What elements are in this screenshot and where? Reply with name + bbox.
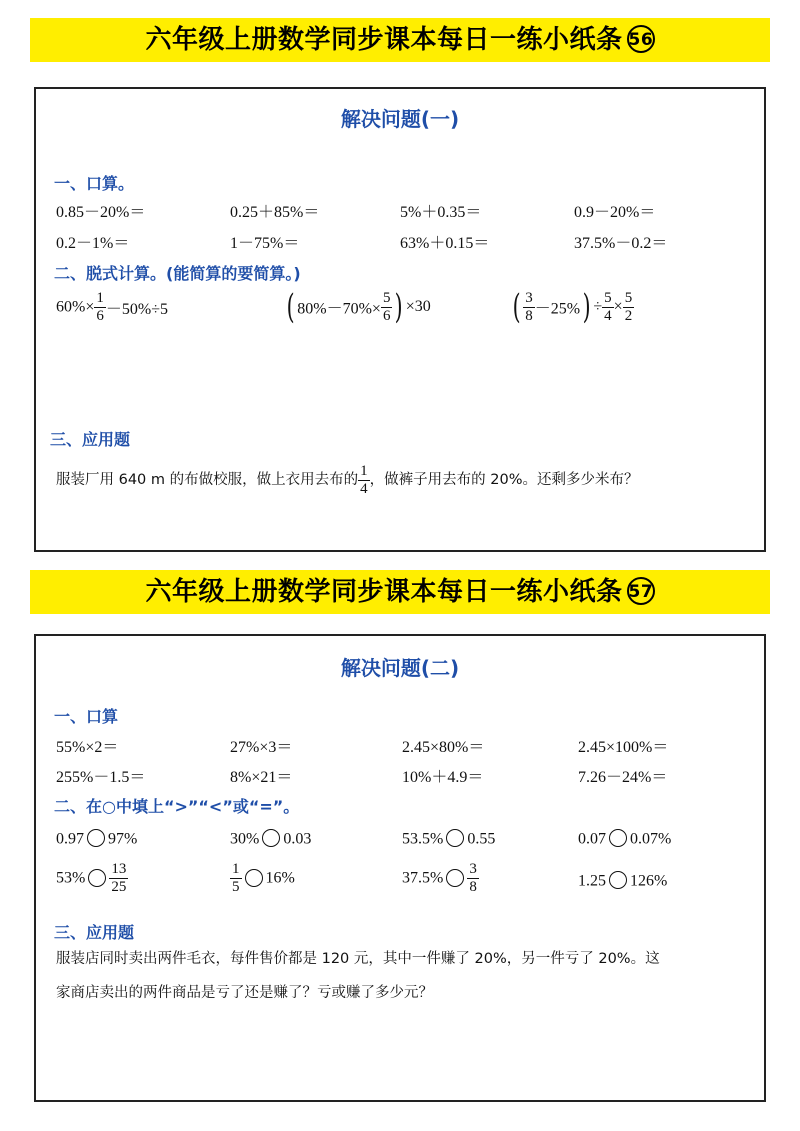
banner-title: 六年级上册数学同步课本每日一练小纸条	[145, 577, 623, 607]
banner-56	[30, 18, 770, 62]
banner-number: 56	[627, 25, 655, 53]
oral-item: 2.45×80%＝	[402, 739, 485, 756]
banner-title: 六年级上册数学同步课本每日一练小纸条	[145, 25, 623, 55]
worksheet-card-57	[34, 634, 766, 1102]
fraction: $\frac{3}{8}$	[469, 861, 477, 895]
oral-item: 1－75%＝	[230, 235, 300, 252]
compare-item: 0.97 97%	[56, 830, 138, 848]
compare-item: $\frac{1}{5}$ 16%	[232, 861, 295, 895]
answer-circle[interactable]	[262, 829, 280, 847]
calc-expression-1: 60%× $\frac{1}{6}$ －50%÷5	[56, 290, 168, 324]
section-word-problem-heading: 三、应用题	[50, 430, 131, 449]
card-title: 解决问题(一)	[340, 107, 460, 131]
oral-item: 0.25＋85%＝	[230, 204, 320, 221]
calc-expression-2: ( 80%－70%× $\frac{5}{6}$ ) ×30	[286, 287, 431, 327]
section-oral-heading: 一、口算	[54, 707, 119, 726]
fraction: $\frac{5}{4}$	[604, 289, 612, 324]
oral-item: 63%＋0.15＝	[400, 235, 490, 252]
oral-item: 8%×21＝	[230, 769, 293, 786]
oral-item: 27%×3＝	[230, 739, 293, 756]
section-compare-heading: 二、在○中填上“>”“<”或“=”。	[54, 797, 300, 816]
worksheet-card-56	[34, 87, 766, 552]
compare-item: 53% $\frac{13}{25}$	[56, 861, 127, 895]
compare-item: 30% 0.03	[230, 830, 312, 848]
oral-item: 2.45×100%＝	[578, 739, 669, 756]
oral-item: 0.85－20%＝	[56, 204, 146, 221]
compare-item: 53.5% 0.55	[402, 830, 496, 848]
fraction: $\frac{5}{2}$	[624, 289, 633, 324]
answer-circle[interactable]	[88, 869, 106, 887]
oral-item: 55%×2＝	[56, 739, 119, 756]
oral-item: 255%－1.5＝	[56, 769, 146, 786]
calc-expression-3: ( $\frac{3}{8}$ －25%) ÷ $\frac{5}{4}$ × $\frac{5}{2}$	[512, 287, 633, 327]
oral-item: 7.26－24%＝	[578, 769, 668, 786]
answer-circle[interactable]	[87, 829, 105, 847]
banner-number: 57	[627, 577, 655, 605]
oral-item: 10%＋4.9＝	[402, 769, 484, 786]
oral-item: 0.2－1%＝	[56, 235, 130, 252]
card-title: 解决问题(二)	[340, 656, 460, 680]
compare-item: 37.5% $\frac{3}{8}$	[402, 861, 477, 895]
oral-item: 0.9－20%＝	[574, 204, 656, 221]
fraction: $\frac{1}{5}$	[232, 861, 240, 895]
oral-item: 37.5%－0.2＝	[574, 235, 668, 252]
fraction: $\frac{1}{6}$	[96, 290, 104, 324]
answer-circle[interactable]	[609, 829, 627, 847]
compare-item: 1.25 126%	[578, 872, 668, 890]
section-oral-heading: 一、口算。	[54, 174, 135, 193]
word-problem-line: 家商店卖出的两件商品是亏了还是赚了？亏或赚了多少元？	[56, 985, 433, 1001]
section-calc-heading: 二、脱式计算。(能简算的要简算。)	[54, 264, 301, 283]
word-problem: 服装厂用 640 m 的布做校服，做上衣用去布的 $\frac{1}{4}$ ，做裤子用去布的 20%。还剩多少米布？	[56, 462, 639, 497]
oral-item: 5%＋0.35＝	[400, 204, 482, 221]
fraction: $\frac{13}{25}$	[111, 861, 127, 895]
fraction: $\frac{3}{8}$	[525, 289, 533, 324]
fraction: $\frac{5}{6}$	[382, 289, 391, 324]
answer-circle[interactable]	[446, 829, 464, 847]
word-problem-line: 服装店同时卖出两件毛衣，每件售价都是 120 元，其中一件赚了 20%，另一件亏了 20%。这	[56, 951, 660, 967]
section-word-problem-heading: 三、应用题	[54, 923, 135, 942]
banner-57	[30, 570, 770, 614]
answer-circle[interactable]	[446, 869, 464, 887]
answer-circle[interactable]	[609, 871, 627, 889]
fraction: $\frac{1}{4}$	[360, 462, 368, 497]
answer-circle[interactable]	[245, 869, 263, 887]
compare-item: 0.07 0.07%	[578, 830, 672, 848]
